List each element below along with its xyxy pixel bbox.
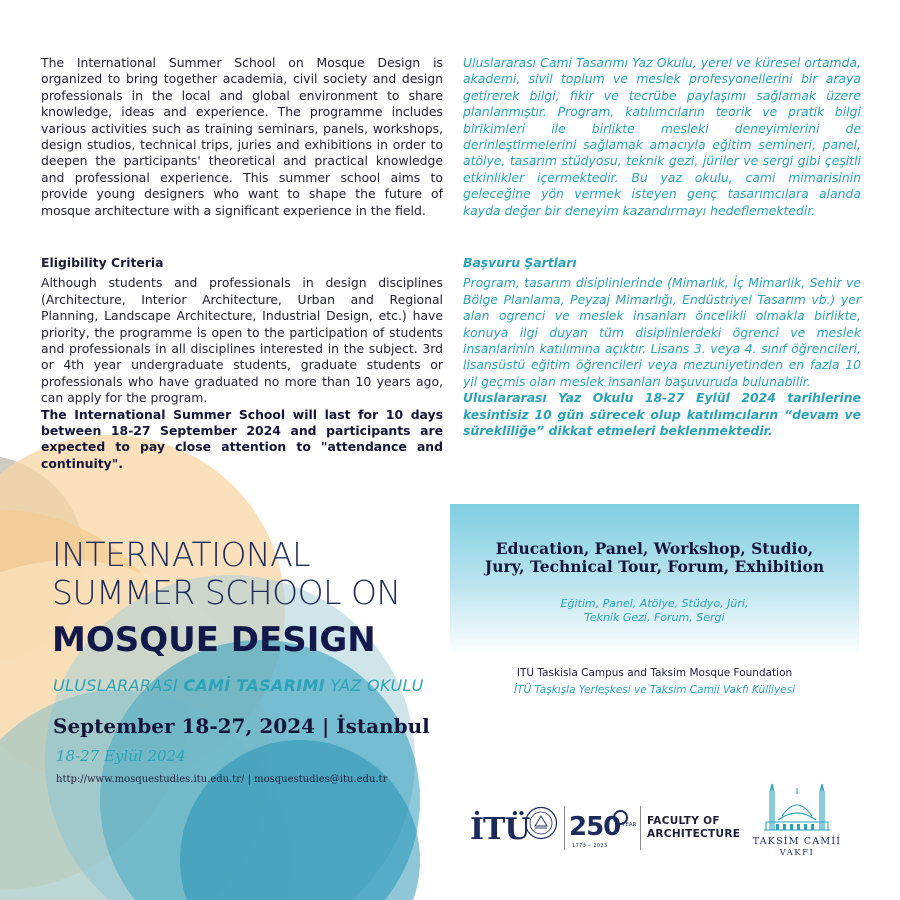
- date-en: September 18-27, 2024 | İstanbul: [53, 714, 430, 738]
- intro-en: [41, 55, 443, 219]
- logo-divider: [640, 806, 641, 850]
- contact-links[interactable]: http://www.mosquestudies.itu.edu.tr/ | mosquestudies@itu.edu.tr: [56, 774, 388, 785]
- faculty-line1: FACULTY OF: [647, 815, 720, 827]
- university-seal-icon: [524, 806, 558, 840]
- program-en-line2: Jury, Technical Tour, Forum, Exhibition: [484, 557, 825, 576]
- mosque-icon: [752, 780, 842, 836]
- faculty-logo: [647, 815, 740, 841]
- title-tr-suffix: YAZ OKULU: [324, 676, 424, 695]
- title-line3: MOSQUE DESIGN: [52, 620, 376, 660]
- foundation-name-line1: TAKSİM CAMİİ: [752, 836, 842, 847]
- program-tr-line2: Teknik Gezi, Forum, Sergi: [584, 611, 725, 624]
- title-tr: [53, 676, 424, 695]
- anniversary-logo: 250: [569, 812, 621, 842]
- eligibility-note-tr: Uluslararası Yaz Okulu 18-27 Eylül 2024 tarihlerine kesintisiz 10 gün sürecek olup katılımcıların “devam ve sürekliliğe” dikkat etmeleri beklenmektedir.: [463, 390, 861, 439]
- venue-tr: İTÜ Taşkışla Yerleşkesi ve Taksim Camii Vakfı Külliyesi: [513, 684, 796, 696]
- venue-en: ITU Taskisla Campus and Taksim Mosque Foundation: [516, 667, 793, 679]
- anniversary-year-label: YEAR: [622, 822, 637, 828]
- logo-divider: [564, 806, 565, 850]
- faculty-line2: ARCHITECTURE: [647, 828, 741, 840]
- eligibility-body-en: Although students and professionals in design disciplines (Architecture, Interior Architecture, Urban and Regional Planning, Landscape Architecture, Industrial Design, etc.) have priority, the programme is open to the participation of students and professionals in all disciplines interested in the subject. 3rd or 4th year undergraduate students, graduate students or professionals who have graduated no more than 10 years ago, can apply for the program.: [41, 275, 443, 406]
- anniversary-range: 1773 – 2023: [572, 843, 608, 849]
- intro-tr-text: Uluslararası Cami Tasarımı Yaz Okulu, yerel ve küresel ortamda, akademi, sivil toplum ve meslek profesyonellerini bir araya getirerek bilgi, fikir ve tecrübe paylaşımı sağlamak üzere planlanmıştır. Program, katılımcıların teorik ve pratik bilgi birikimleri ile birlikte mesleki deneyimlerini de derinleştirmelerini sağlamak amacıyla eğitim semineri, panel, atölye, tasarım stüdyosu, teknik gezi, jüriler ve sergi gibi çeşitli etkinlikler içermektedir. Bu yaz okulu, cami mimarisinin geleceğine yön vermek isteyen genç tasarımcılara alanda kayda değer bir deneyim kazandırmayı hedeflemektedir.: [463, 55, 861, 218]
- title-line2: SUMMER SCHOOL ON: [52, 573, 401, 612]
- eligibility-body-tr: Program, tasarım disiplinlerinde (Mimarlık, İç Mimarlik, Sehir ve Bölge Planlama, Peyzaj Mimarlığı, Endüstriyel Tasarım vb.) yer alan ogrenci ve meslek insanları öncelikli olmakla birlikte, konuya ilgi duyan tüm disiplinlerdeki ögrenci ve meslek insanlarinin katılımına açıktır. Lisans 3. veya 4. sınıf öğrencileri, lisansüstü eğitim öğrencileri veya mezuniyetinden en fazla 10 yil geçmis olan meslek insanları başuvuruda bulunabilir.: [463, 275, 861, 389]
- eligibility-heading-tr: Başvuru Şartları: [463, 255, 577, 270]
- program-tr: [450, 597, 859, 625]
- program-box: [450, 504, 859, 656]
- eligibility-en: [41, 255, 443, 472]
- eligibility-heading-en: Eligibility Criteria: [41, 255, 164, 270]
- program-en: [450, 540, 859, 576]
- date-tr: 18-27 Eylül 2024: [56, 747, 186, 765]
- title-block: [52, 536, 401, 612]
- program-en-line1: Education, Panel, Workshop, Studio,: [495, 539, 814, 558]
- program-tr-line1: Eğitim, Panel, Atölye, Stüdyo, Jüri,: [560, 597, 749, 610]
- eligibility-note-en: The International Summer School will last for 10 days between 18-27 September 2024 and participants are expected to pay close attention to "attendance and continuity".: [41, 406, 443, 471]
- title-tr-bold: CAMİ TASARIMI: [183, 676, 325, 695]
- intro-tr: [463, 55, 861, 219]
- title-tr-prefix: ULUSLARARASI: [53, 676, 184, 695]
- eligibility-tr: [463, 255, 861, 439]
- foundation-name-line2: VAKFI: [779, 848, 815, 858]
- itu-logo: İTÜ: [470, 812, 530, 847]
- intro-en-text: The International Summer School on Mosque Design is organized to bring together academia, civil society and design professionals in the local and global environment to share knowledge, ideas and experience. The programme includes various activities such as training seminars, panels, workshops, design studios, technical trips, juries and exhibitions in order to deepen the participants' theoretical and practical knowledge and professional experience. This summer school aims to provide young designers who want to shape the future of mosque architecture with a significant experience in the field.: [41, 55, 443, 218]
- title-line1: INTERNATIONAL: [52, 535, 311, 574]
